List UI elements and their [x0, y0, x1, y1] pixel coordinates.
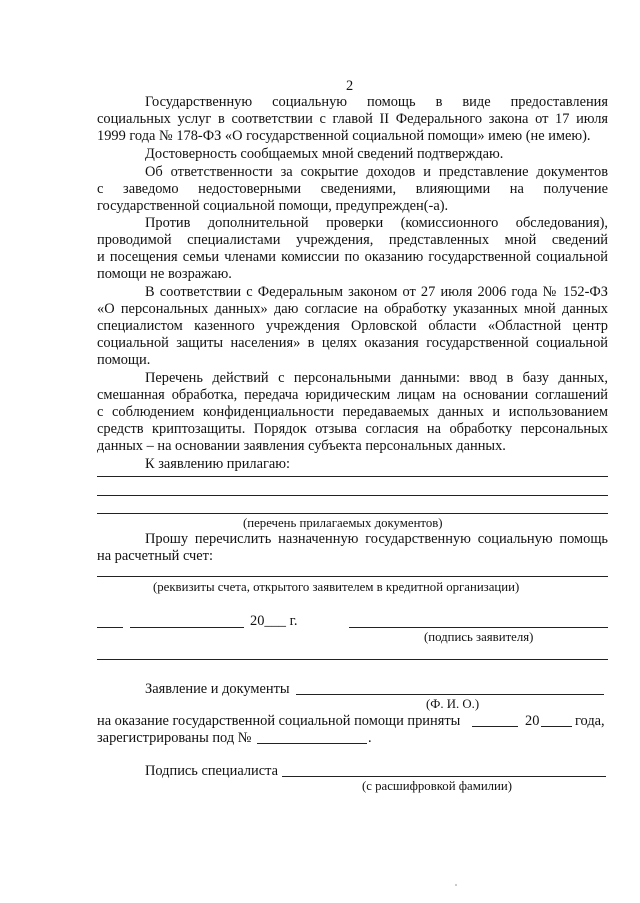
registered-label: зарегистрированы под № — [97, 730, 252, 746]
account-caption: (реквизиты счета, открытого заявителем в кредитной организации) — [153, 580, 520, 594]
date-month-line[interactable] — [130, 627, 244, 628]
paragraph-line: данных – на основании заявления субъекта персональных данных. — [97, 438, 506, 454]
attachments-line-2[interactable] — [97, 495, 608, 496]
registered-period: . — [368, 730, 372, 746]
documents-label: Заявление и документы — [145, 681, 290, 697]
paragraph-line: Перечень действий с персональными данными: ввод в базу данных, — [145, 370, 608, 386]
specialist-caption: (с расшифровкой фамилии) — [362, 779, 513, 793]
applicant-signature-caption: (подпись заявителя) — [424, 630, 534, 644]
registration-number-line[interactable] — [257, 743, 367, 744]
accepted-text: на оказание государственной социальной помощи приняты — [97, 713, 461, 729]
paragraph-line: Государственную социальную помощь в виде предоставления — [145, 94, 608, 110]
attachments-caption: (перечень прилагаемых документов) — [243, 516, 443, 530]
paragraph-line: специалистом казенного учреждения Орловской области «Областной центр — [97, 318, 608, 334]
specialist-signature-line[interactable] — [282, 776, 606, 777]
paragraph-line: помощи. — [97, 352, 151, 368]
accepted-date-line[interactable] — [472, 726, 518, 727]
paragraph-line: Об ответственности за сокрытие доходов и представление документов — [145, 164, 608, 180]
paragraph-line: «О персональных данных» даю согласие на обработку указанных мной данных — [97, 301, 608, 317]
paragraph-line: с соблюдением конфиденциальности передаваемых данных и использованием — [97, 404, 608, 420]
paragraph-line: с заведомо недостоверными сведениями, влияющими на получение — [97, 181, 608, 197]
applicant-signature-line[interactable] — [349, 627, 608, 628]
paragraph-line: В соответствии с Федеральным законом от 27 июля 2006 года № 152-ФЗ — [145, 284, 608, 300]
fio-line[interactable] — [296, 694, 604, 695]
attachments-line-1[interactable] — [97, 476, 608, 477]
specialist-label: Подпись специалиста — [145, 763, 278, 779]
paragraph-line: социальной защиты населения» в целях оказания государственной социальной — [97, 335, 608, 351]
accepted-year-prefix: 20 — [525, 713, 540, 729]
date-day-line[interactable] — [97, 627, 123, 628]
date-year-text: 20___ г. — [250, 613, 298, 629]
attachments-label: К заявлению прилагаю: — [145, 456, 291, 472]
account-request-line: на расчетный счет: — [97, 548, 213, 564]
paragraph-line: смешанная обработка, передача юридическим лицам на основании соглашений — [97, 387, 608, 403]
separator-line — [97, 659, 608, 660]
paragraph-line: Достоверность сообщаемых мной сведений подтверждаю. — [145, 146, 504, 162]
paragraph-line: Против дополнительной проверки (комиссионного обследования), — [145, 215, 608, 231]
fio-caption: (Ф. И. О.) — [426, 697, 480, 711]
accepted-year-line[interactable] — [541, 726, 572, 727]
account-request-line: Прошу перечислить назначенную государственную социальную помощь — [145, 531, 608, 547]
paragraph-line: проводимой специалистами учреждения, представленных мной сведений — [97, 232, 608, 248]
accepted-suffix: года, — [575, 713, 605, 729]
attachments-line-3[interactable] — [97, 513, 608, 514]
paragraph-line: социальных услуг в соответствии с главой II Федерального закона от 17 июля — [97, 111, 608, 127]
page-number: 2 — [346, 78, 354, 94]
paragraph-line: и посещения семьи членами комиссии по оказанию государственной социальной — [97, 249, 608, 265]
account-details-line[interactable] — [97, 576, 608, 577]
paragraph-line: средств криптозащиты. Порядок отзыва согласия на обработку персональных — [97, 421, 608, 437]
paragraph-line: 1999 года № 178-ФЗ «О государственной социальной помощи» имею (не имею). — [97, 128, 591, 144]
scan-speck — [455, 884, 457, 886]
paragraph-line: государственной социальной помощи, предупрежден(-а). — [97, 198, 449, 214]
paragraph-line: помощи не возражаю. — [97, 266, 232, 282]
